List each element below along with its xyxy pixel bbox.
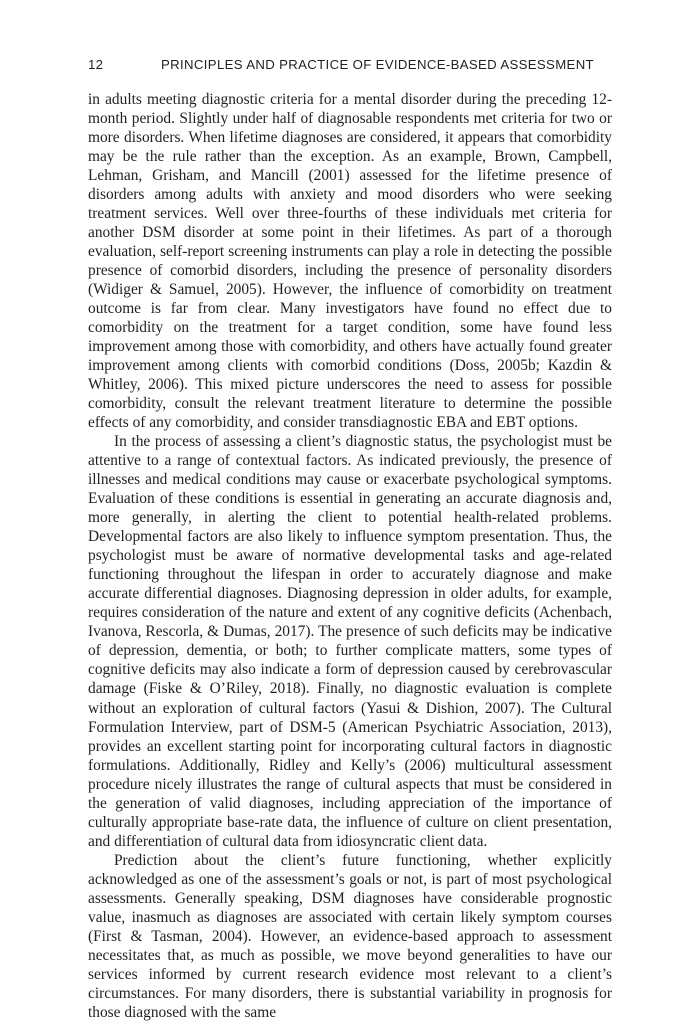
paragraph-prediction: Prediction about the client’s future functioning, whether explicitly acknowledged as one of the assessment’s goals or not, is part of most psychological assessments. Generally speaking, DSM diagnoses have considerable prognostic value, inasmuch as diagnoses are associated with certain likely symptom courses (First & Tasman, 2004). However, an evidence-based approach to assessment necessitates that, as much as possible, we move beyond generalities to have our services informed by current research evidence most relevant to a client’s circumstances. For many disorders, there is substantial variability in prognosis for those diagnosed with the same [88, 851, 612, 1021]
body-text [88, 90, 612, 1022]
page-number: 12 [88, 57, 104, 72]
paragraph-contextual-factors: In the process of assessing a client’s diagnostic status, the psychologist must be attentive to a range of contextual factors. As indicated previously, the presence of illnesses and medical conditions may cause or exacerbate psychological symptoms. Evaluation of these conditions is essential in generating an accurate diagnosis and, more generally, in alerting the client to potential health-related problems. Developmental factors are also likely to influence symptom presentation. Thus, the psychologist must be aware of normative developmental tasks and age-related functioning throughout the lifespan in order to accurately diagnose and make accurate differential diagnoses. Diagnosing depression in older adults, for example, requires consideration of the nature and extent of any cognitive deficits (Achenbach, Ivanova, Rescorla, & Dumas, 2017). The presence of such deficits may be indicative of depression, dementia, or both; to further complicate matters, some types of cognitive deficits may also indicate a form of depression caused by cerebrovascular damage (Fiske & O’Riley, 2018). Finally, no diagnostic evaluation is complete without an exploration of cultural factors (Yasui & Dishion, 2007). The Cultural Formulation Interview, part of DSM-5 (American Psychiatric Association, 2013), provides an excellent starting point for incorporating cultural factors in diagnostic formulations. Additionally, Ridley and Kelly’s (2006) multicultural assessment procedure nicely illustrates the range of cultural aspects that must be considered in the generation of valid diagnoses, including appreciation of the importance of culturally appropriate base-rate data, the influence of culture on client presentation, and differentiation of cultural data from idiosyncratic client data. [88, 433, 612, 850]
paragraph-continued: in adults meeting diagnostic criteria for a mental disorder during the preceding 12-month period. Slightly under half of diagnosable respondents met criteria for two or more disorders. When lifetime diagnoses are considered, it appears that comorbidity may be the rule rather than the exception. As an example, Brown, Campbell, Lehman, Grisham, and Mancill (2001) assessed for the lifetime presence of disorders among adults with anxiety and mood disorders who were seeking treatment services. Well over three-fourths of these individuals met criteria for another DSM disorder at some point in their lifetimes. As part of a thorough evaluation, self-report screening instruments can play a role in detecting the possible presence of comorbid disorders, including the presence of personality disorders (Widiger & Samuel, 2005). However, the influence of comorbidity on treatment outcome is far from clear. Many investigators have found no effect due to comorbidity on the treatment for a target condition, some have found less improvement among those with comorbidity, and others have actually found greater improvement among clients with comorbid conditions (Doss, 2005b; Kazdin & Whitley, 2006). This mixed picture underscores the need to assess for possible comorbidity, consult the relevant treatment literature to determine the possible effects of any comorbidity, and consider transdiagnostic EBA and EBT options. [88, 91, 612, 432]
running-title: PRINCIPLES AND PRACTICE OF EVIDENCE-BASED ASSESSMENT [161, 57, 594, 72]
running-header [88, 55, 612, 75]
